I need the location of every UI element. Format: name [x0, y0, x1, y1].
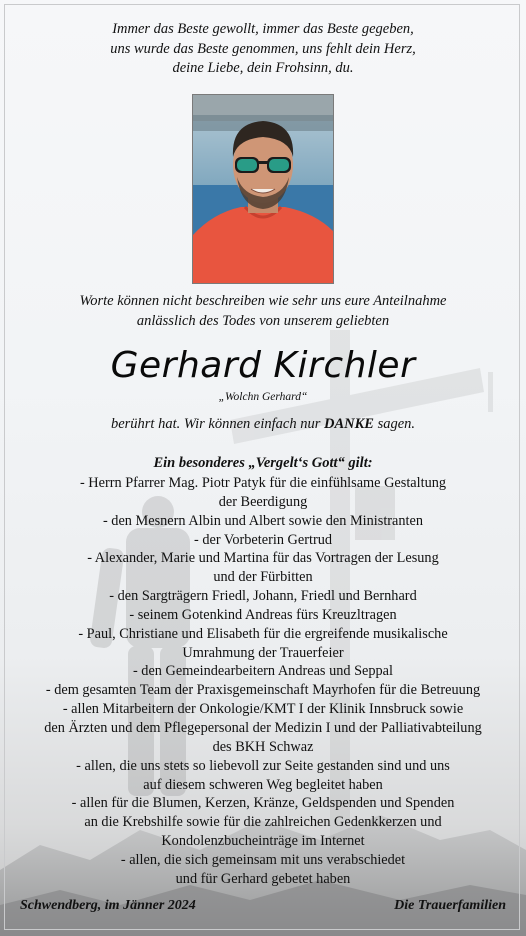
list-line: der Beerdigung: [218, 493, 308, 510]
list-line: des BKH Schwaz: [212, 738, 314, 755]
thanks-sentence: [0, 416, 526, 433]
list-line: - allen, die uns stets so liebevoll zur Seite gestanden sind und uns: [76, 757, 450, 774]
list-line: und der Fürbitten: [213, 569, 313, 586]
intro-text: [0, 292, 526, 331]
acknowledgements-title: Ein besonderes „Vergelt‘s Gott“ gilt:: [153, 455, 373, 471]
list-line: - der Vorbeterin Gertrud: [193, 531, 333, 548]
thanks-prefix: berührt hat. Wir können einfach nur: [110, 416, 324, 432]
signature: Die Trauerfamilien: [394, 898, 506, 913]
intro-line: Worte können nicht beschreiben wie sehr uns eure Anteilnahme: [79, 293, 447, 309]
list-line: - seinem Gotenkind Andreas fürs Kreuzltragen: [129, 606, 397, 623]
list-line: - Herrn Pfarrer Mag. Piotr Patyk für die einfühlsame Gestaltung: [79, 475, 447, 491]
deceased-name: Gerhard Kirchler: [110, 345, 416, 386]
list-line: - den Mesnern Albin und Albert sowie den Ministranten: [102, 512, 424, 529]
acknowledgements-list: [0, 474, 526, 889]
list-line: Kondolenzbucheinträge im Internet: [161, 833, 365, 850]
thanks-bold-word: DANKE: [323, 416, 374, 432]
list-line: und für Gerhard gebetet haben: [175, 870, 351, 887]
list-line: - Alexander, Marie und Martina für das Vortragen der Lesung: [87, 550, 439, 567]
quote-line: uns wurde das Beste genommen, uns fehlt dein Herz,: [110, 40, 416, 57]
list-line: - den Sargträgern Friedl, Johann, Friedl und Bernhard: [109, 588, 417, 605]
deceased-nickname: „Wolchn Gerhard“: [218, 391, 308, 403]
portrait-photo: [192, 94, 334, 284]
list-line: - allen, die sich gemeinsam mit uns verabschiedet: [120, 851, 406, 868]
list-line: - allen Mitarbeitern der Onkologie/KMT I der Klinik Innsbruck sowie: [62, 701, 464, 718]
portrait-illustration: [193, 95, 333, 283]
list-line: an die Krebshilfe sowie für die zahlreichen Gedenkkerzen und: [84, 814, 442, 831]
list-line: - Paul, Christiane und Elisabeth für die ergreifende musikalische: [78, 625, 448, 642]
quote-line: Immer das Beste gewollt, immer das Beste gegeben,: [112, 21, 414, 37]
list-line: den Ärzten und dem Pflegepersonal der Medizin I und der Palliativabteilung: [44, 719, 482, 736]
quote-line: deine Liebe, dein Frohsinn, du.: [172, 60, 354, 76]
list-line: - den Gemeindearbeitern Andreas und Seppal: [132, 663, 394, 680]
thanks-suffix: sagen.: [373, 416, 416, 432]
list-line: Umrahmung der Trauerfeier: [182, 644, 344, 661]
list-line: - allen für die Blumen, Kerzen, Kränze, Geldspenden und Spenden: [71, 795, 455, 812]
list-line: - dem gesamten Team der Praxisgemeinschaft Mayrhofen für die Betreuung: [45, 682, 481, 699]
intro-line: anlässlich des Todes von unserem geliebten: [136, 312, 390, 329]
list-line: auf diesem schweren Weg begleitet haben: [143, 776, 383, 793]
opening-quote: [0, 20, 526, 79]
place-and-date: Schwendberg, im Jänner 2024: [20, 898, 196, 913]
